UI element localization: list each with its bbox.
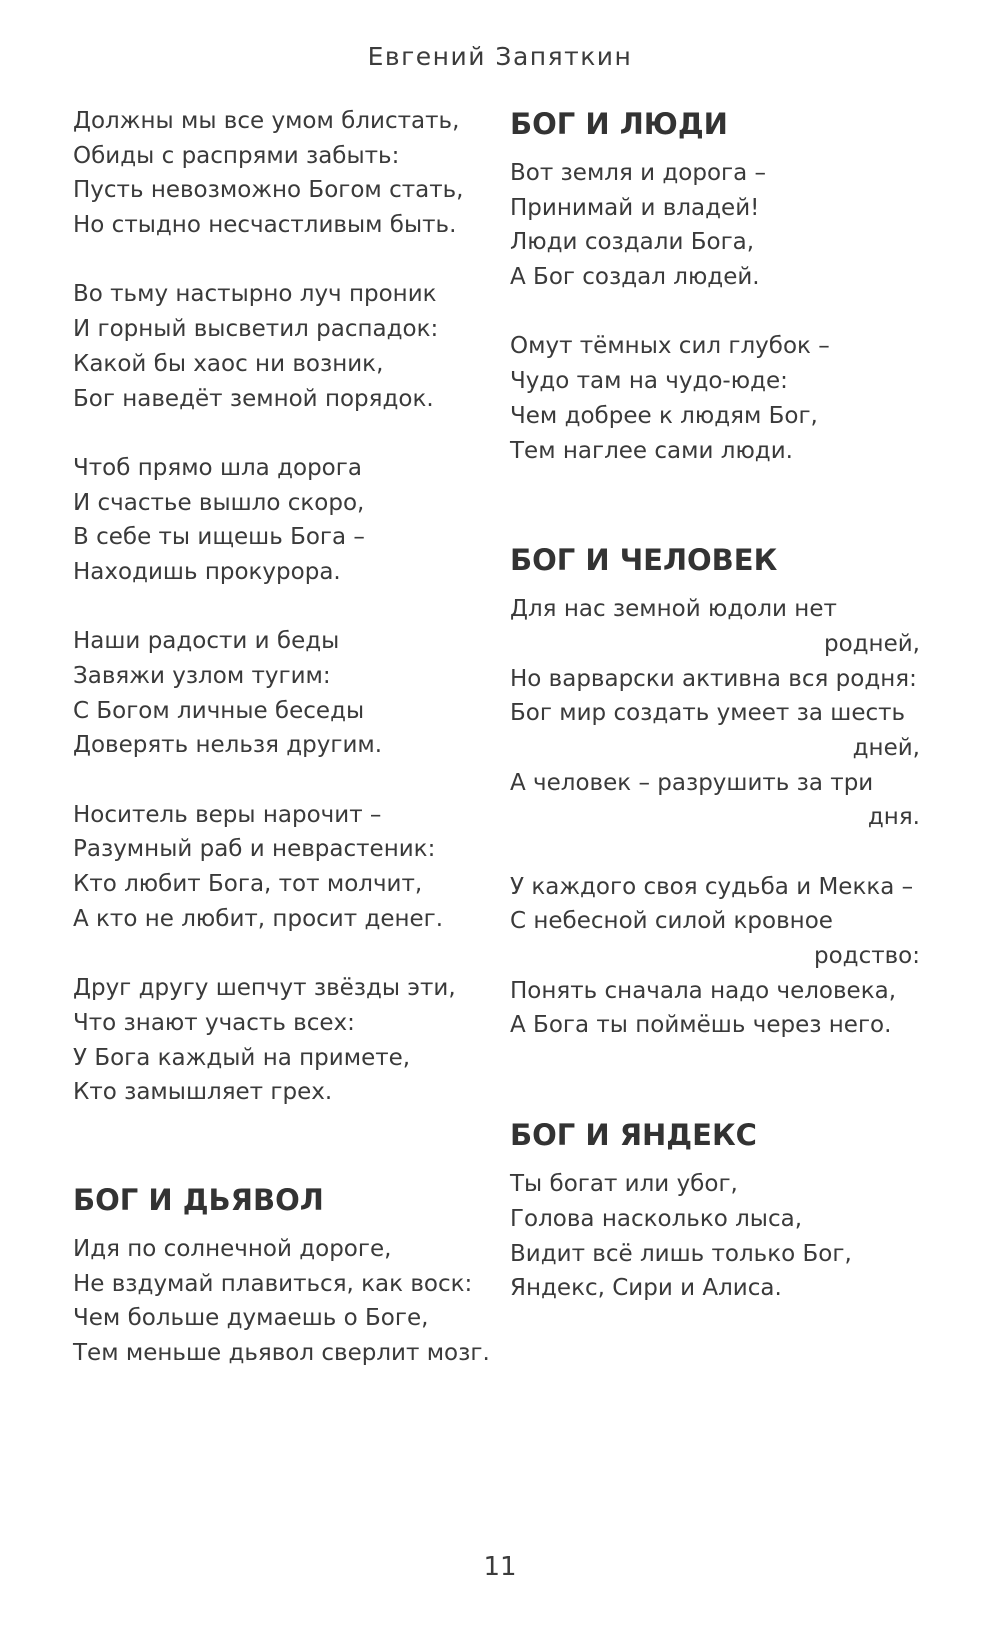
- verse-line-continuation: дня.: [867, 804, 920, 831]
- verse-line: Какой бы хаос ни возник,: [73, 350, 384, 377]
- running-head: Евгений Запяткин: [367, 42, 633, 71]
- verse-line: Яндекс, Сири и Алиса.: [510, 1275, 782, 1302]
- verse-line: Идя по солнечной дороге,: [73, 1235, 392, 1262]
- verse-line: Для нас земной юдоли нет: [510, 596, 837, 623]
- stanza: [73, 451, 483, 590]
- verse-line: Люди создали Бога,: [510, 229, 755, 256]
- verse-line: А кто не любит, просит денег.: [73, 905, 444, 932]
- stanza: [73, 798, 483, 937]
- verse-line: Доверять нельзя другим.: [73, 732, 383, 759]
- verse-line: Вот земля и дорога –: [510, 160, 767, 186]
- poem-title: БОГ И ЛЮДИ: [510, 107, 728, 141]
- stanza: [510, 156, 920, 295]
- verse-line: Видит всё лишь только Бог,: [510, 1240, 852, 1267]
- verse-line: С Богом личные беседы: [73, 697, 365, 724]
- verse-line: Омут тёмных сил глубок –: [510, 333, 830, 360]
- poem-title: БОГ И ЯНДЕКС: [510, 1118, 757, 1153]
- poem-title: БОГ И ДЬЯВОЛ: [73, 1182, 324, 1217]
- poem-bog-i-dyavol: [73, 1180, 490, 1371]
- page-number: 11: [483, 1552, 517, 1582]
- verse-line: Кто замышляет грех.: [73, 1079, 333, 1106]
- verse-line: И счастье вышло скоро,: [73, 489, 365, 516]
- verse-line: Не вздумай плавиться, как воск:: [73, 1270, 473, 1297]
- stanza: [510, 329, 920, 468]
- verse-line: Пусть невозможно Богом стать,: [73, 177, 464, 204]
- verse-line: В себе ты ищешь Бога –: [73, 524, 365, 551]
- verse-line-continuation: родство:: [814, 943, 920, 970]
- stanza: [510, 870, 920, 1043]
- verse-line: Разумный раб и неврастеник:: [73, 836, 436, 863]
- verse-line: С небесной силой кровное: [510, 908, 833, 935]
- verse-line: Чудо там на чудо-юде:: [510, 368, 788, 395]
- verse-line: Что знают участь всех:: [73, 1009, 355, 1036]
- verse-line: Чем добрее к людям Бог,: [510, 402, 818, 429]
- verse-line: А человек – разрушить за три: [510, 769, 874, 796]
- verse-line: Голова насколько лыса,: [510, 1205, 803, 1232]
- verse-line: Тем наглее сами люди.: [510, 437, 793, 464]
- verse-line-continuation: родней,: [823, 630, 920, 657]
- verse-line: Тем меньше дьявол сверлит мозг.: [73, 1340, 490, 1366]
- verse-line: Кто любит Бога, тот молчит,: [73, 871, 423, 898]
- verse-line: Понять сначала надо человека,: [510, 977, 897, 1004]
- poem-bog-i-yandeks: [510, 1115, 920, 1306]
- verse-line: У Бога каждый на примете,: [73, 1044, 411, 1071]
- verse-line: Ты богат или убог,: [510, 1171, 738, 1198]
- verse-line: Обиды с распрями забыть:: [73, 142, 400, 169]
- verse-line: Носитель веры нарочит –: [73, 801, 382, 828]
- poem-bog-i-lyudi: [510, 104, 920, 468]
- verse-line: А Бог создал людей.: [510, 264, 760, 291]
- verse-line: Должны мы все умом блистать,: [73, 108, 460, 134]
- left-column: [73, 104, 490, 1371]
- stanza: [73, 624, 483, 763]
- verse-line: Бог мир создать умеет за шесть: [510, 700, 906, 727]
- verse-line: У каждого своя судьба и Мекка –: [510, 873, 914, 900]
- verse-line: Находишь прокурора.: [73, 558, 341, 585]
- verse-line: Чем больше думаешь о Боге,: [73, 1305, 429, 1332]
- poem-title: БОГ И ЧЕЛОВЕК: [510, 543, 778, 578]
- right-column: [510, 104, 920, 1306]
- verse-line: Чтоб прямо шла дорога: [73, 454, 362, 481]
- verse-line: Принимай и владей!: [510, 194, 760, 221]
- verse-line: Но стыдно несчастливым быть.: [73, 212, 457, 239]
- verse-line: Бог наведёт земной порядок.: [73, 385, 434, 412]
- verse-line: И горный высветил распадок:: [73, 316, 439, 343]
- verse-line-continuation: дней,: [852, 734, 920, 761]
- stanza: [73, 104, 483, 243]
- verse-line: Но варварски активна вся родня:: [510, 665, 917, 692]
- verse-line: Наши радости и беды: [73, 628, 340, 655]
- verse-line: Во тьму настырно луч проник: [73, 281, 437, 308]
- verse-line: А Бога ты поймёшь через него.: [510, 1012, 892, 1039]
- poem-bog-i-chelovek: [510, 540, 920, 1043]
- stanza: [73, 277, 483, 416]
- stanza: [510, 592, 920, 835]
- verse-line: Друг другу шепчут звёзды эти,: [73, 975, 456, 1002]
- verse-line: Завяжи узлом тугим:: [73, 663, 331, 689]
- stanza: [73, 971, 483, 1110]
